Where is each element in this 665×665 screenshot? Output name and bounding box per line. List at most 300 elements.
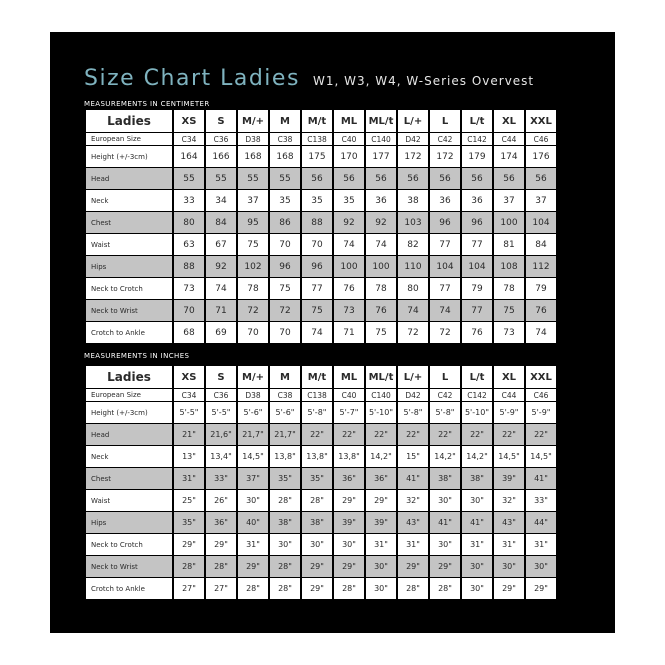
european-size-cell: C36 [206, 389, 236, 401]
measurement-cell: 22" [366, 424, 396, 445]
measurement-cell: 100 [334, 256, 364, 277]
measurement-cell: 5'-10" [366, 402, 396, 423]
measurement-cell: 30" [462, 556, 492, 577]
measurement-cell: 35 [302, 190, 332, 211]
measurement-cell: 27" [174, 578, 204, 599]
size-header: XXL [526, 366, 556, 388]
measurement-cell: 30" [526, 556, 556, 577]
european-size-row [86, 133, 556, 145]
measurement-cell: 55 [174, 168, 204, 189]
measurement-cell: 13" [174, 446, 204, 467]
measurement-cell: 92 [334, 212, 364, 233]
measurement-cell: 175 [302, 146, 332, 167]
size-header: M/+ [238, 366, 268, 388]
measurement-cell: 14,2" [462, 446, 492, 467]
table-row [86, 300, 556, 321]
measurement-cell: 166 [206, 146, 236, 167]
size-header: XS [174, 110, 204, 132]
measurement-cell: 75 [494, 300, 524, 321]
measurement-cell: 71 [334, 322, 364, 343]
measurement-cell: 30" [430, 490, 460, 511]
measurement-cell: 76 [334, 278, 364, 299]
measurement-cell: 70 [270, 322, 300, 343]
measurement-cell: 78 [366, 278, 396, 299]
measurement-cell: 31" [526, 534, 556, 555]
measurement-cell: 14,5" [526, 446, 556, 467]
title-row [84, 66, 534, 91]
measurement-cell: 84 [526, 234, 556, 255]
measurement-cell: 92 [366, 212, 396, 233]
measurement-cell: 38" [270, 512, 300, 533]
measurement-cell: 56 [302, 168, 332, 189]
measurement-cell: 29" [494, 578, 524, 599]
measurement-cell: 41" [462, 512, 492, 533]
size-header: ML/t [366, 366, 396, 388]
measurement-cell: 168 [238, 146, 268, 167]
size-header: M/t [302, 110, 332, 132]
measurement-cell: 74 [526, 322, 556, 343]
table-row [86, 578, 556, 599]
measurement-cell: 84 [206, 212, 236, 233]
size-header-row [86, 366, 556, 388]
measurement-cell: 74 [334, 234, 364, 255]
size-header: L/+ [398, 110, 428, 132]
measurement-cell: 15" [398, 446, 428, 467]
measurement-cell: 80 [398, 278, 428, 299]
measurement-cell: 77 [462, 300, 492, 321]
measurement-cell: 30" [238, 490, 268, 511]
measurement-cell: 72 [238, 300, 268, 321]
measurement-cell: 35" [302, 468, 332, 489]
row-label: Crotch to Ankle [86, 578, 172, 599]
measurement-cell: 43" [398, 512, 428, 533]
measurement-cell: 96 [302, 256, 332, 277]
size-header: S [206, 366, 236, 388]
measurement-cell: 29" [334, 556, 364, 577]
size-header: M [270, 110, 300, 132]
size-header: M/+ [238, 110, 268, 132]
measurement-cell: 37 [494, 190, 524, 211]
cm-section-label: MEASUREMENTS IN CENTIMETER [84, 100, 210, 108]
measurement-cell: 13,8" [270, 446, 300, 467]
measurement-cell: 36 [430, 190, 460, 211]
measurement-cell: 29" [206, 534, 236, 555]
measurement-cell: 28" [430, 578, 460, 599]
measurement-cell: 33" [526, 490, 556, 511]
measurement-cell: 29" [238, 556, 268, 577]
measurement-cell: 72 [430, 322, 460, 343]
measurement-cell: 168 [270, 146, 300, 167]
measurement-cell: 77 [430, 234, 460, 255]
measurement-cell: 35 [270, 190, 300, 211]
measurement-cell: 39" [366, 512, 396, 533]
corner-label: Ladies [86, 366, 172, 388]
size-header: ML [334, 110, 364, 132]
table-row [86, 534, 556, 555]
row-label: Neck [86, 446, 172, 467]
measurement-cell: 74 [398, 300, 428, 321]
table-row [86, 424, 556, 445]
measurement-cell: 73 [174, 278, 204, 299]
measurement-cell: 22" [302, 424, 332, 445]
measurement-cell: 5'-7" [334, 402, 364, 423]
measurement-cell: 75 [238, 234, 268, 255]
measurement-cell: 38" [462, 468, 492, 489]
size-header: XS [174, 366, 204, 388]
european-size-cell: D42 [398, 133, 428, 145]
measurement-cell: 5'-10" [462, 402, 492, 423]
measurement-cell: 41" [526, 468, 556, 489]
european-size-cell: C34 [174, 389, 204, 401]
measurement-cell: 56 [334, 168, 364, 189]
measurement-cell: 5'-6" [270, 402, 300, 423]
measurement-cell: 100 [494, 212, 524, 233]
measurement-cell: 31" [494, 534, 524, 555]
row-label: Neck [86, 190, 172, 211]
table-row [86, 146, 556, 167]
measurement-cell: 13,8" [302, 446, 332, 467]
size-header: ML/t [366, 110, 396, 132]
measurement-cell: 31" [398, 534, 428, 555]
measurement-cell: 41" [430, 512, 460, 533]
measurement-cell: 70 [174, 300, 204, 321]
measurement-cell: 68 [174, 322, 204, 343]
measurement-cell: 27" [206, 578, 236, 599]
european-size-cell: C38 [270, 133, 300, 145]
measurement-cell: 63 [174, 234, 204, 255]
size-header: XL [494, 110, 524, 132]
measurement-cell: 30" [366, 578, 396, 599]
european-size-cell: C40 [334, 389, 364, 401]
corner-label: Ladies [86, 110, 172, 132]
measurement-cell: 81 [494, 234, 524, 255]
european-size-cell: C42 [430, 389, 460, 401]
measurement-cell: 29" [174, 534, 204, 555]
size-header: L/+ [398, 366, 428, 388]
measurement-cell: 22" [526, 424, 556, 445]
row-label: Height (+/-3cm) [86, 146, 172, 167]
european-size-cell: C44 [494, 133, 524, 145]
measurement-cell: 104 [526, 212, 556, 233]
measurement-cell: 56 [398, 168, 428, 189]
row-label: European Size [86, 389, 172, 401]
measurement-cell: 67 [206, 234, 236, 255]
measurement-cell: 32" [398, 490, 428, 511]
measurement-cell: 177 [366, 146, 396, 167]
row-label: Neck to Crotch [86, 278, 172, 299]
measurement-cell: 44" [526, 512, 556, 533]
measurement-cell: 78 [238, 278, 268, 299]
chart-subtitle: W1, W3, W4, W-Series Overvest [313, 74, 535, 88]
measurement-cell: 37 [238, 190, 268, 211]
measurement-cell: 75 [270, 278, 300, 299]
measurement-cell: 28" [206, 556, 236, 577]
measurement-cell: 75 [302, 300, 332, 321]
measurement-cell: 96 [462, 212, 492, 233]
size-header: S [206, 110, 236, 132]
row-label: Neck to Crotch [86, 534, 172, 555]
european-size-cell: C42 [430, 133, 460, 145]
size-header: XL [494, 366, 524, 388]
row-label: Hips [86, 512, 172, 533]
measurement-cell: 5'-9" [494, 402, 524, 423]
measurement-cell: 70 [238, 322, 268, 343]
in-section-label: MEASUREMENTS IN INCHES [84, 352, 190, 360]
measurement-cell: 30" [366, 556, 396, 577]
measurement-cell: 80 [174, 212, 204, 233]
measurement-cell: 172 [430, 146, 460, 167]
measurement-cell: 29" [302, 578, 332, 599]
in-size-table [84, 365, 558, 600]
measurement-cell: 22" [398, 424, 428, 445]
table-row [86, 402, 556, 423]
table-row [86, 278, 556, 299]
measurement-cell: 30" [270, 534, 300, 555]
table-row [86, 512, 556, 533]
row-label: Head [86, 424, 172, 445]
size-header: L [430, 110, 460, 132]
measurement-cell: 56 [430, 168, 460, 189]
european-size-cell: C46 [526, 389, 556, 401]
measurement-cell: 79 [462, 278, 492, 299]
measurement-cell: 55 [206, 168, 236, 189]
table-row [86, 446, 556, 467]
measurement-cell: 29" [334, 490, 364, 511]
measurement-cell: 31" [462, 534, 492, 555]
size-header: XXL [526, 110, 556, 132]
size-chart-panel [50, 32, 615, 633]
measurement-cell: 38 [398, 190, 428, 211]
measurement-cell: 176 [526, 146, 556, 167]
measurement-cell: 170 [334, 146, 364, 167]
row-label: Chest [86, 468, 172, 489]
european-size-cell: C142 [462, 389, 492, 401]
measurement-cell: 21,7" [270, 424, 300, 445]
measurement-cell: 35" [270, 468, 300, 489]
measurement-cell: 88 [174, 256, 204, 277]
measurement-cell: 38" [302, 512, 332, 533]
measurement-cell: 56 [494, 168, 524, 189]
measurement-cell: 5'-8" [430, 402, 460, 423]
size-header: ML [334, 366, 364, 388]
measurement-cell: 95 [238, 212, 268, 233]
chart-title: Size Chart Ladies [84, 66, 300, 91]
measurement-cell: 36" [366, 468, 396, 489]
measurement-cell: 56 [526, 168, 556, 189]
european-size-cell: C40 [334, 133, 364, 145]
measurement-cell: 96 [430, 212, 460, 233]
measurement-cell: 104 [462, 256, 492, 277]
measurement-cell: 31" [238, 534, 268, 555]
measurement-cell: 103 [398, 212, 428, 233]
measurement-cell: 179 [462, 146, 492, 167]
size-header: L/t [462, 366, 492, 388]
measurement-cell: 26" [206, 490, 236, 511]
table-row [86, 322, 556, 343]
table-row [86, 190, 556, 211]
measurement-cell: 71 [206, 300, 236, 321]
size-header-row [86, 110, 556, 132]
measurement-cell: 56 [462, 168, 492, 189]
measurement-cell: 77 [462, 234, 492, 255]
measurement-cell: 96 [270, 256, 300, 277]
table-row [86, 212, 556, 233]
measurement-cell: 28" [334, 578, 364, 599]
cm-size-table [84, 109, 558, 344]
european-size-cell: C38 [270, 389, 300, 401]
measurement-cell: 36" [334, 468, 364, 489]
measurement-cell: 92 [206, 256, 236, 277]
measurement-cell: 76 [462, 322, 492, 343]
european-size-cell: C142 [462, 133, 492, 145]
measurement-cell: 29" [302, 556, 332, 577]
table-row [86, 256, 556, 277]
measurement-cell: 13,4" [206, 446, 236, 467]
european-size-cell: C36 [206, 133, 236, 145]
table-row [86, 234, 556, 255]
measurement-cell: 75 [366, 322, 396, 343]
size-header: M/t [302, 366, 332, 388]
measurement-cell: 30" [462, 490, 492, 511]
measurement-cell: 14,2" [366, 446, 396, 467]
row-label: European Size [86, 133, 172, 145]
measurement-cell: 30" [462, 578, 492, 599]
measurement-cell: 70 [270, 234, 300, 255]
measurement-cell: 29" [526, 578, 556, 599]
measurement-cell: 22" [494, 424, 524, 445]
measurement-cell: 77 [430, 278, 460, 299]
table-row [86, 490, 556, 511]
row-label: Waist [86, 234, 172, 255]
row-label: Neck to Wrist [86, 556, 172, 577]
measurement-cell: 5'-5" [174, 402, 204, 423]
measurement-cell: 14,2" [430, 446, 460, 467]
measurement-cell: 29" [430, 556, 460, 577]
european-size-cell: C140 [366, 133, 396, 145]
european-size-cell: C140 [366, 389, 396, 401]
row-label: Chest [86, 212, 172, 233]
measurement-cell: 22" [462, 424, 492, 445]
measurement-cell: 40" [238, 512, 268, 533]
measurement-cell: 5'-9" [526, 402, 556, 423]
row-label: Hips [86, 256, 172, 277]
measurement-cell: 77 [302, 278, 332, 299]
measurement-cell: 172 [398, 146, 428, 167]
measurement-cell: 69 [206, 322, 236, 343]
european-size-cell: D42 [398, 389, 428, 401]
measurement-cell: 28" [398, 578, 428, 599]
measurement-cell: 31" [366, 534, 396, 555]
measurement-cell: 22" [430, 424, 460, 445]
measurement-cell: 21,7" [238, 424, 268, 445]
measurement-cell: 29" [366, 490, 396, 511]
measurement-cell: 74 [366, 234, 396, 255]
measurement-cell: 28" [270, 578, 300, 599]
measurement-cell: 112 [526, 256, 556, 277]
european-size-cell: C46 [526, 133, 556, 145]
measurement-cell: 108 [494, 256, 524, 277]
measurement-cell: 38" [430, 468, 460, 489]
measurement-cell: 86 [270, 212, 300, 233]
measurement-cell: 72 [398, 322, 428, 343]
measurement-cell: 28" [270, 556, 300, 577]
measurement-cell: 28" [174, 556, 204, 577]
measurement-cell: 72 [270, 300, 300, 321]
measurement-cell: 30" [334, 534, 364, 555]
measurement-cell: 21" [174, 424, 204, 445]
measurement-cell: 56 [366, 168, 396, 189]
european-size-row [86, 389, 556, 401]
measurement-cell: 34 [206, 190, 236, 211]
size-header: L/t [462, 110, 492, 132]
measurement-cell: 29" [398, 556, 428, 577]
measurement-cell: 22" [334, 424, 364, 445]
measurement-cell: 74 [302, 322, 332, 343]
measurement-cell: 88 [302, 212, 332, 233]
row-label: Height (+/-3cm) [86, 402, 172, 423]
european-size-cell: C44 [494, 389, 524, 401]
measurement-cell: 21,6" [206, 424, 236, 445]
measurement-cell: 70 [302, 234, 332, 255]
measurement-cell: 28" [302, 490, 332, 511]
measurement-cell: 102 [238, 256, 268, 277]
measurement-cell: 33 [174, 190, 204, 211]
measurement-cell: 28" [238, 578, 268, 599]
measurement-cell: 14,5" [494, 446, 524, 467]
size-header: M [270, 366, 300, 388]
measurement-cell: 39" [494, 468, 524, 489]
european-size-cell: D38 [238, 133, 268, 145]
measurement-cell: 37 [526, 190, 556, 211]
measurement-cell: 13,8" [334, 446, 364, 467]
measurement-cell: 55 [238, 168, 268, 189]
european-size-cell: C138 [302, 389, 332, 401]
measurement-cell: 100 [366, 256, 396, 277]
measurement-cell: 32" [494, 490, 524, 511]
row-label: Head [86, 168, 172, 189]
measurement-cell: 25" [174, 490, 204, 511]
measurement-cell: 55 [270, 168, 300, 189]
measurement-cell: 104 [430, 256, 460, 277]
measurement-cell: 5'-8" [302, 402, 332, 423]
measurement-cell: 35 [334, 190, 364, 211]
measurement-cell: 35" [174, 512, 204, 533]
measurement-cell: 73 [494, 322, 524, 343]
table-row [86, 168, 556, 189]
measurement-cell: 36" [206, 512, 236, 533]
measurement-cell: 110 [398, 256, 428, 277]
measurement-cell: 5'-5" [206, 402, 236, 423]
measurement-cell: 33" [206, 468, 236, 489]
measurement-cell: 41" [398, 468, 428, 489]
measurement-cell: 30" [494, 556, 524, 577]
measurement-cell: 39" [334, 512, 364, 533]
measurement-cell: 43" [494, 512, 524, 533]
measurement-cell: 36 [462, 190, 492, 211]
measurement-cell: 5'-6" [238, 402, 268, 423]
measurement-cell: 5'-8" [398, 402, 428, 423]
measurement-cell: 76 [366, 300, 396, 321]
measurement-cell: 36 [366, 190, 396, 211]
measurement-cell: 82 [398, 234, 428, 255]
table-row [86, 468, 556, 489]
table-row [86, 556, 556, 577]
row-label: Crotch to Ankle [86, 322, 172, 343]
european-size-cell: C138 [302, 133, 332, 145]
european-size-cell: D38 [238, 389, 268, 401]
measurement-cell: 31" [174, 468, 204, 489]
measurement-cell: 37" [238, 468, 268, 489]
